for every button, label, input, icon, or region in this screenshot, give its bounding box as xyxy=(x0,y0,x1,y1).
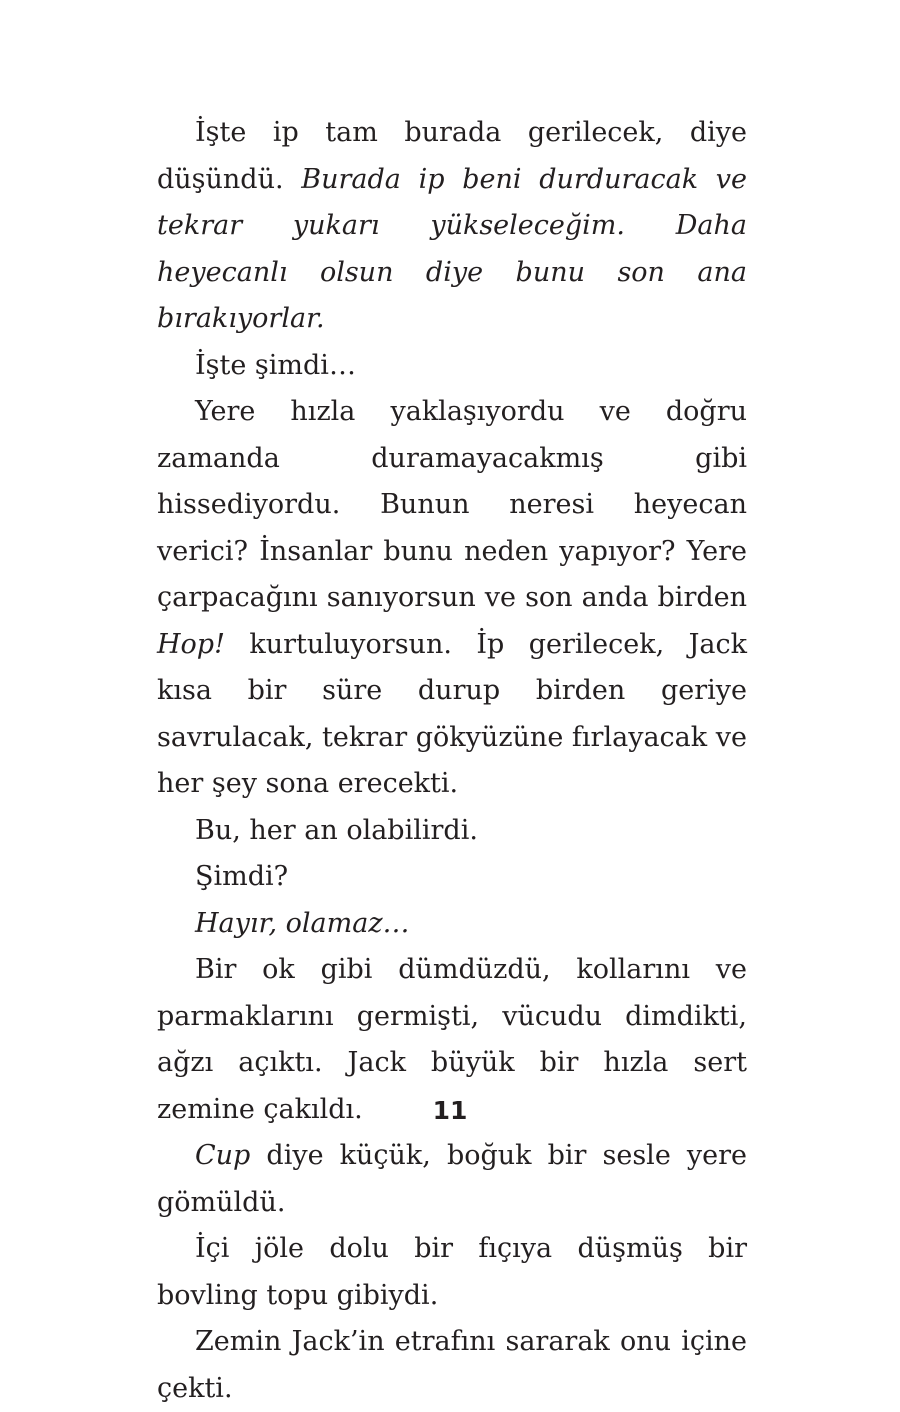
paragraph-3-text: Yere hızla yaklaşıyordu ve doğru zamanda duramayacakmış gibi hissediyordu. Bunun neresi heyecan verici? İnsanlar bunu neden yapıyor? Yere çarpacağını sanıyorsun ve son anda birden xyxy=(157,396,747,613)
paragraph-3-rest: kurtuluyorsun. İp gerilecek, Jack kısa bir süre durup birden geriye savrulacak, tekrar gökyüzüne fırlayacak ve her şey sona erecekti. xyxy=(157,628,747,799)
paragraph-9 xyxy=(157,1226,747,1319)
paragraph-3 xyxy=(157,389,747,808)
page-body-text xyxy=(157,110,747,1412)
paragraph-1 xyxy=(157,110,747,343)
paragraph-5 xyxy=(157,854,747,901)
paragraph-2-text: İşte şimdi… xyxy=(195,349,356,381)
paragraph-6 xyxy=(157,901,747,948)
paragraph-4-text: Bu, her an olabilirdi. xyxy=(195,814,478,846)
paragraph-10-text: Zemin Jack’in etrafını sararak onu içine çekti. xyxy=(157,1326,747,1404)
paragraph-8 xyxy=(157,1133,747,1226)
paragraph-2 xyxy=(157,343,747,390)
page-number: 11 xyxy=(432,1096,468,1125)
paragraph-10 xyxy=(157,1319,747,1412)
paragraph-1-italic: Burada ip beni durduracak ve tekrar yukarı yükseleceğim. Daha heyecanlı olsun diye bunu son ana bırakıyorlar. xyxy=(157,163,747,334)
paragraph-5-text: Şimdi? xyxy=(195,861,289,892)
paragraph-8-italic: Cup xyxy=(195,1140,251,1171)
paragraph-9-text: İçi jöle dolu bir fıçıya düşmüş bir bovling topu gibiydi. xyxy=(157,1233,747,1311)
paragraph-4 xyxy=(157,808,747,855)
paragraph-7-text: Bir ok gibi dümdüzdü, kollarını ve parmaklarını germişti, vücudu dimdikti, ağzı açıktı. Jack büyük bir hızla sert zemine çakıldı. xyxy=(157,954,747,1125)
paragraph-6-italic: Hayır, olamaz… xyxy=(195,907,410,939)
paragraph-8-rest: diye küçük, boğuk bir sesle yere gömüldü. xyxy=(157,1140,747,1218)
paragraph-1-text: İşte ip tam burada gerilecek, diye düşündü. xyxy=(157,117,747,195)
paragraph-3-italic: Hop! xyxy=(157,628,225,660)
